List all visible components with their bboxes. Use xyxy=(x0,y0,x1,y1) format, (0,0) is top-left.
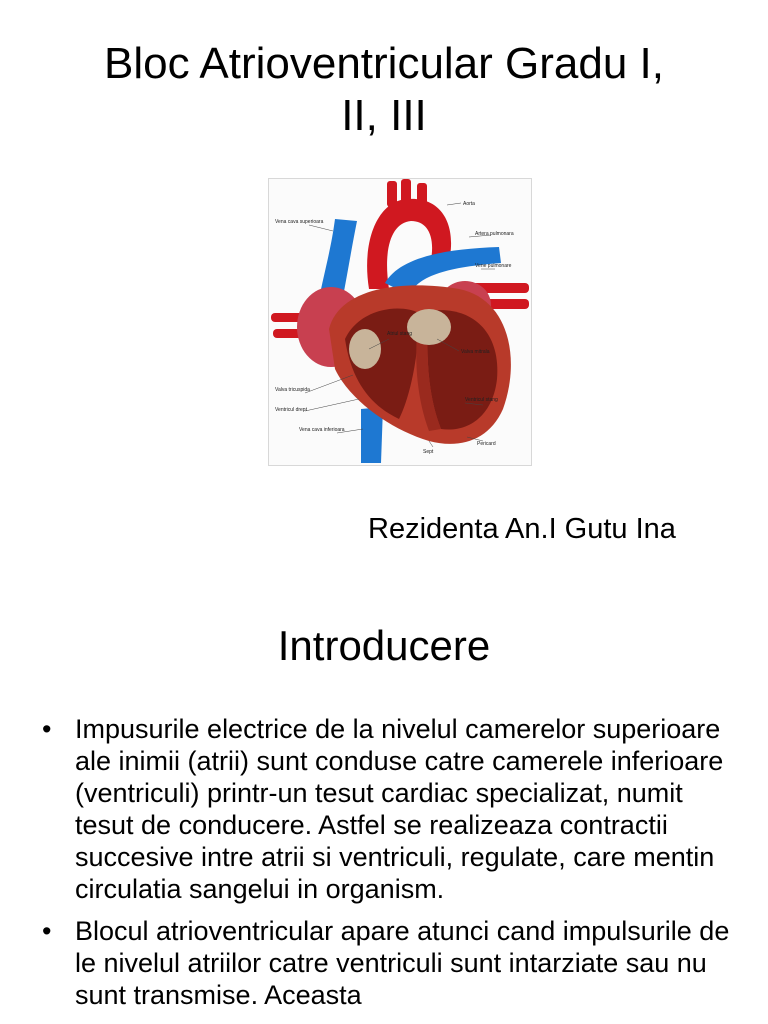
bullet-item xyxy=(42,915,742,1011)
label-valva-mitrala: Valva mitrala xyxy=(461,349,490,355)
heart-anatomy-figure xyxy=(268,178,532,466)
title-line-2: II, III xyxy=(341,91,427,140)
bullet-list xyxy=(42,713,742,1021)
bullet-marker: • xyxy=(42,714,52,744)
label-artera-pulmonara: Artera pulmonara xyxy=(475,231,514,237)
label-vena-cava-inf: Vena cava inferioara xyxy=(299,427,345,433)
aortic-branch-3 xyxy=(417,183,427,207)
label-vena-cava-sup: Vena cava superioara xyxy=(275,219,324,225)
tricuspid-valve-shape xyxy=(349,329,381,369)
label-aorta: Aorta xyxy=(463,201,475,207)
bullet-marker: • xyxy=(42,916,52,946)
title-line-1: Bloc Atrioventricular Gradu I, xyxy=(103,39,664,88)
section-title: Introducere xyxy=(277,622,491,669)
label-valva-tricuspida: Valva tricuspida xyxy=(275,387,310,393)
label-atriul-stang: Atriul stang xyxy=(387,331,413,337)
mitral-valve-shape xyxy=(407,309,451,345)
slide-title xyxy=(0,38,768,142)
label-ventricul-drept: Ventricul drept xyxy=(275,407,307,413)
label-pericard: Pericard xyxy=(477,441,496,447)
bullet-text: Impusurile electrice de la nivelul camerelor superioare ale inimii (atrii) sunt conduse catre camerele inferioare (ventriculi) printr-un tesut cardiac specializat, numit tesut de conducere. Astfel se realizeaza contractii succesive intre atrii si ventriculi, regulate, care mentin circulatia sangelui in organism. xyxy=(75,714,724,904)
author-line: Rezidenta An.I Gutu Ina xyxy=(368,513,676,545)
aortic-branch-1 xyxy=(387,181,397,207)
label-ventricul-stang: Ventricul stang xyxy=(465,397,498,403)
heart-illustration xyxy=(269,179,531,465)
bullet-item xyxy=(42,713,742,905)
label-sept: Sept xyxy=(423,449,434,455)
bullet-text: Blocul atrioventricular apare atunci cand impulsurile de le nivelul atriilor catre ventriculi sunt intarziate sau nu sunt transmise. Aceasta xyxy=(75,916,730,1010)
aortic-branch-2 xyxy=(401,179,411,205)
label-vene-pulmonare: Vene pulmonare xyxy=(475,263,512,269)
